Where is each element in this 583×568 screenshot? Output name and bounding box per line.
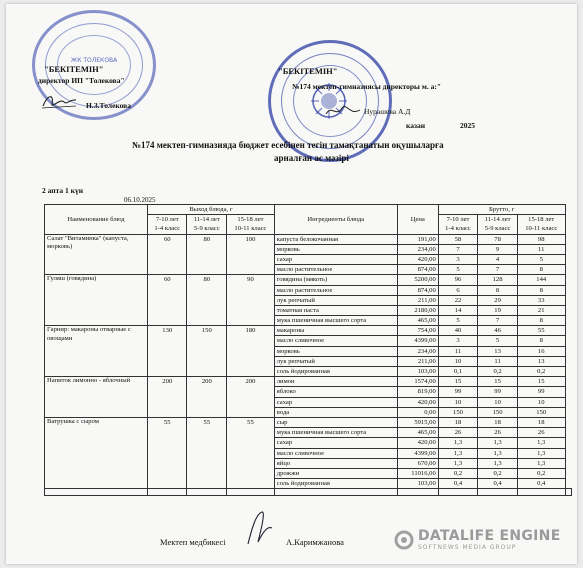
- ingredient-gross-0: 7: [438, 244, 477, 254]
- week-day-label: 2 апта 1 күн: [42, 186, 84, 195]
- ingredient-gross-1: 26: [478, 428, 518, 438]
- ingredient-gross-2: 150: [517, 407, 565, 417]
- ingredient-gross-2: 18: [517, 417, 565, 427]
- col-gross-header: Брутто, г: [438, 205, 565, 215]
- left-approve-role: директор ИП "Толекова": [38, 76, 125, 85]
- right-signature: [324, 102, 364, 120]
- right-approve-label: "БЕКІТЕМІН": [278, 66, 338, 76]
- ingredient-gross-1: 9: [478, 244, 518, 254]
- ingredient-name: говядина (мякоть): [274, 275, 397, 285]
- ingredient-price: 874,00: [397, 265, 438, 275]
- ingredient-gross-0: 6: [438, 285, 477, 295]
- gross-age-top-1: 11-14 лет: [478, 215, 518, 225]
- dish-output-2: 100: [227, 234, 275, 275]
- ingredient-gross-2: 5: [517, 254, 565, 264]
- left-approve-label: "БЕКІТЕМІН": [44, 64, 104, 74]
- document-page: [6, 4, 577, 564]
- ingredient-gross-1: 15: [478, 377, 518, 387]
- ingredient-gross-2: 8: [517, 336, 565, 346]
- dish-output-0: 130: [148, 326, 187, 377]
- ingredient-price: 670,00: [397, 458, 438, 468]
- dish-output-1: 150: [187, 326, 227, 377]
- gross-age-bottom-1: 5-9 класс: [478, 224, 518, 234]
- ingredient-gross-1: 8: [478, 285, 518, 295]
- ingredient-name: соль йодированная: [274, 479, 397, 489]
- dish-output-2: 90: [227, 275, 275, 326]
- ingredient-gross-1: 78: [478, 234, 518, 244]
- ingredient-price: 874,00: [397, 285, 438, 295]
- dish-name: Гарнир: макароны отварные с овощами: [45, 326, 148, 377]
- ingredient-price: 754,00: [397, 326, 438, 336]
- ingredient-gross-1: 0,2: [478, 468, 518, 478]
- ingredient-gross-0: 0,2: [438, 468, 477, 478]
- ingredient-price: 211,00: [397, 356, 438, 366]
- ingredient-gross-2: 13: [517, 356, 565, 366]
- col-dish-header: Наименование блюд: [45, 205, 148, 235]
- ingredient-gross-1: 13: [478, 346, 518, 356]
- ingredient-gross-0: 0,1: [438, 367, 477, 377]
- ingredient-name: морковь: [274, 244, 397, 254]
- ingredient-gross-0: 10: [438, 356, 477, 366]
- dish-output-1: 200: [187, 377, 227, 418]
- output-age-top-2: 15-18 лет: [227, 215, 275, 225]
- ingredient-name: соль йодированная: [274, 367, 397, 377]
- gross-age-top-2: 15-18 лет: [517, 215, 565, 225]
- ingredient-gross-0: 26: [438, 428, 477, 438]
- ingredient-price: 191,00: [397, 234, 438, 244]
- dish-output-0: 200: [148, 377, 187, 418]
- ingredient-gross-0: 11: [438, 346, 477, 356]
- table-row: [45, 417, 572, 427]
- ingredient-gross-1: 7: [478, 265, 518, 275]
- ingredient-name: сахар: [274, 397, 397, 407]
- output-age-bottom-1: 5-9 класс: [187, 224, 227, 234]
- ingredient-gross-0: 14: [438, 305, 477, 315]
- dish-output-1: 55: [187, 417, 227, 488]
- gross-age-bottom-2: 10-11 класс: [517, 224, 565, 234]
- dish-name: Ватрушка с сыром: [45, 417, 148, 488]
- ingredient-name: яблоко: [274, 387, 397, 397]
- ingredient-gross-1: 0,4: [478, 479, 518, 489]
- ingredient-gross-0: 99: [438, 387, 477, 397]
- ingredient-gross-0: 58: [438, 234, 477, 244]
- ingredient-price: 4399,00: [397, 448, 438, 458]
- table-row: [45, 234, 572, 244]
- left-approve-name: Н.З.Толекова: [86, 101, 131, 110]
- right-approve-role: №174 мектеп-гимназиясы директоры м. а:": [292, 82, 442, 91]
- ingredient-price: 465,00: [397, 428, 438, 438]
- ingredient-name: сахар: [274, 438, 397, 448]
- ingredient-gross-1: 19: [478, 305, 518, 315]
- empty-cell: [45, 489, 148, 496]
- ingredient-gross-2: 8: [517, 285, 565, 295]
- ingredient-gross-0: 10: [438, 397, 477, 407]
- ingredient-gross-2: 0,2: [517, 468, 565, 478]
- dish-output-0: 60: [148, 234, 187, 275]
- menu-title-line1: №174 мектеп-гимназияда бюджет есебінен тегін тамақтанатын оқушыларға: [132, 140, 444, 150]
- ingredient-gross-1: 99: [478, 387, 518, 397]
- ingredient-gross-2: 16: [517, 346, 565, 356]
- output-age-top-0: 7-10 лет: [148, 215, 187, 225]
- ingredient-gross-2: 33: [517, 295, 565, 305]
- ingredient-gross-2: 8: [517, 265, 565, 275]
- ingredient-name: дрожжи: [274, 468, 397, 478]
- empty-cell: [517, 489, 565, 496]
- empty-cell: [438, 489, 477, 496]
- datalife-logo-icon: [394, 530, 414, 550]
- table-empty-row: [45, 489, 572, 496]
- left-stamp-text: ЖК ТОЛЕКОВА: [70, 57, 118, 64]
- empty-cell: [187, 489, 227, 496]
- ingredient-gross-1: 29: [478, 295, 518, 305]
- ingredient-price: 420,00: [397, 254, 438, 264]
- ingredient-gross-2: 1,3: [517, 438, 565, 448]
- ingredient-name: масло сливочное: [274, 448, 397, 458]
- output-age-top-1: 11-14 лет: [187, 215, 227, 225]
- dish-name: Салат "Витаминка" (капуста, морковь): [45, 234, 148, 275]
- ingredient-gross-1: 128: [478, 275, 518, 285]
- ingredient-gross-1: 1,3: [478, 438, 518, 448]
- dish-name: Напиток лимонно - яблочный: [45, 377, 148, 418]
- menu-table: [44, 204, 572, 496]
- ingredient-name: сахар: [274, 254, 397, 264]
- ingredient-gross-2: 98: [517, 234, 565, 244]
- dish-output-1: 80: [187, 275, 227, 326]
- ingredient-gross-2: 21: [517, 305, 565, 315]
- ingredient-price: 4399,00: [397, 336, 438, 346]
- ingredient-price: 465,00: [397, 316, 438, 326]
- col-price-header: Цена: [397, 205, 438, 235]
- ingredient-gross-2: 55: [517, 326, 565, 336]
- ingredient-price: 819,00: [397, 387, 438, 397]
- empty-cell: [227, 489, 275, 496]
- dish-output-2: 200: [227, 377, 275, 418]
- dish-output-2: 55: [227, 417, 275, 488]
- ingredient-name: лимон: [274, 377, 397, 387]
- output-age-bottom-0: 1-4 класс: [148, 224, 187, 234]
- ingredient-gross-2: 144: [517, 275, 565, 285]
- dish-name: Гуляш (говядина): [45, 275, 148, 326]
- col-ingredients-header: Ингредиенты блюда: [274, 205, 397, 235]
- ingredient-name: масло растительное: [274, 265, 397, 275]
- empty-cell: [478, 489, 518, 496]
- ingredient-gross-1: 46: [478, 326, 518, 336]
- ingredient-gross-0: 40: [438, 326, 477, 336]
- ingredient-price: 1574,00: [397, 377, 438, 387]
- ingredient-name: лук репчатый: [274, 356, 397, 366]
- ingredient-gross-1: 4: [478, 254, 518, 264]
- ingredient-price: 420,00: [397, 438, 438, 448]
- gross-age-top-0: 7-10 лет: [438, 215, 477, 225]
- output-age-bottom-2: 10-11 класс: [227, 224, 275, 234]
- ingredient-gross-2: 26: [517, 428, 565, 438]
- ingredient-gross-1: 1,3: [478, 458, 518, 468]
- ingredient-gross-0: 22: [438, 295, 477, 305]
- dish-output-0: 55: [148, 417, 187, 488]
- empty-cell: [274, 489, 397, 496]
- ingredient-name: мука пшеничная высшего сорта: [274, 428, 397, 438]
- ingredient-gross-0: 3: [438, 336, 477, 346]
- ingredient-gross-1: 5: [478, 336, 518, 346]
- nurse-label: Мектеп медбикесі: [160, 537, 226, 547]
- ingredient-gross-2: 1,3: [517, 458, 565, 468]
- ingredient-name: мука пшеничная высшего сорта: [274, 316, 397, 326]
- ingredient-gross-1: 11: [478, 356, 518, 366]
- ingredient-price: 5200,00: [397, 275, 438, 285]
- nurse-signature: [242, 508, 276, 548]
- ingredient-name: томатная паста: [274, 305, 397, 315]
- ingredient-name: капуста белокочанная: [274, 234, 397, 244]
- left-signature: [40, 90, 80, 112]
- ingredient-gross-1: 10: [478, 397, 518, 407]
- ingredient-gross-0: 0,4: [438, 479, 477, 489]
- empty-cell: [148, 489, 187, 496]
- ingredient-gross-0: 18: [438, 417, 477, 427]
- ingredient-price: 5915,00: [397, 417, 438, 427]
- ingredient-name: сыр: [274, 417, 397, 427]
- ingredient-gross-0: 96: [438, 275, 477, 285]
- ingredient-price: 234,00: [397, 244, 438, 254]
- year-label: 2025: [460, 121, 475, 130]
- ingredient-gross-1: 150: [478, 407, 518, 417]
- gross-age-bottom-0: 1-4 класс: [438, 224, 477, 234]
- ingredient-name: макароны: [274, 326, 397, 336]
- ingredient-name: яйцо: [274, 458, 397, 468]
- ingredient-gross-2: 10: [517, 397, 565, 407]
- nurse-name: А.Каримжанова: [286, 537, 344, 547]
- ingredient-price: 211,00: [397, 295, 438, 305]
- ingredient-price: 0,00: [397, 407, 438, 417]
- empty-cell: [565, 489, 571, 496]
- ingredient-gross-0: 150: [438, 407, 477, 417]
- ingredient-gross-1: 1,3: [478, 448, 518, 458]
- datalife-brand: DATALIFE ENGINE: [418, 528, 561, 544]
- ingredient-price: 420,00: [397, 397, 438, 407]
- ingredient-gross-2: 15: [517, 377, 565, 387]
- ingredient-name: морковь: [274, 346, 397, 356]
- ingredient-gross-0: 1,3: [438, 438, 477, 448]
- ingredient-price: 103,00: [397, 479, 438, 489]
- ingredient-gross-0: 1,3: [438, 458, 477, 468]
- ingredient-gross-2: 99: [517, 387, 565, 397]
- table-row: [45, 326, 572, 336]
- ingredient-gross-1: 7: [478, 316, 518, 326]
- ingredient-price: 11016,00: [397, 468, 438, 478]
- empty-cell: [397, 489, 438, 496]
- menu-date: 06.10.2025: [124, 196, 156, 204]
- dish-output-1: 80: [187, 234, 227, 275]
- ingredient-gross-1: 0,2: [478, 367, 518, 377]
- datalife-sub: SOFTNEWS MEDIA GROUP: [418, 544, 517, 551]
- dish-output-2: 180: [227, 326, 275, 377]
- ingredient-name: масло растительное: [274, 285, 397, 295]
- ingredient-gross-2: 0,4: [517, 479, 565, 489]
- ingredient-gross-0: 15: [438, 377, 477, 387]
- month-label: казан: [406, 121, 426, 130]
- ingredient-gross-2: 0,2: [517, 367, 565, 377]
- ingredient-price: 234,00: [397, 346, 438, 356]
- right-approve-name: Нурашева А.Д: [364, 107, 411, 116]
- ingredient-price: 103,00: [397, 367, 438, 377]
- ingredient-price: 2180,00: [397, 305, 438, 315]
- ingredient-gross-2: 11: [517, 244, 565, 254]
- ingredient-gross-0: 5: [438, 316, 477, 326]
- ingredient-name: вода: [274, 407, 397, 417]
- table-row: [45, 275, 572, 285]
- col-output-header: Выход блюда, г: [148, 205, 275, 215]
- ingredient-gross-0: 3: [438, 254, 477, 264]
- dish-output-0: 60: [148, 275, 187, 326]
- ingredient-gross-0: 1,3: [438, 448, 477, 458]
- ingredient-gross-2: 8: [517, 316, 565, 326]
- ingredient-name: лук репчатый: [274, 295, 397, 305]
- ingredient-name: масло сливочное: [274, 336, 397, 346]
- table-row: [45, 377, 572, 387]
- ingredient-gross-1: 18: [478, 417, 518, 427]
- menu-title-line2: арналған ас мәзірі: [274, 153, 349, 163]
- ingredient-gross-0: 5: [438, 265, 477, 275]
- ingredient-gross-2: 1,3: [517, 448, 565, 458]
